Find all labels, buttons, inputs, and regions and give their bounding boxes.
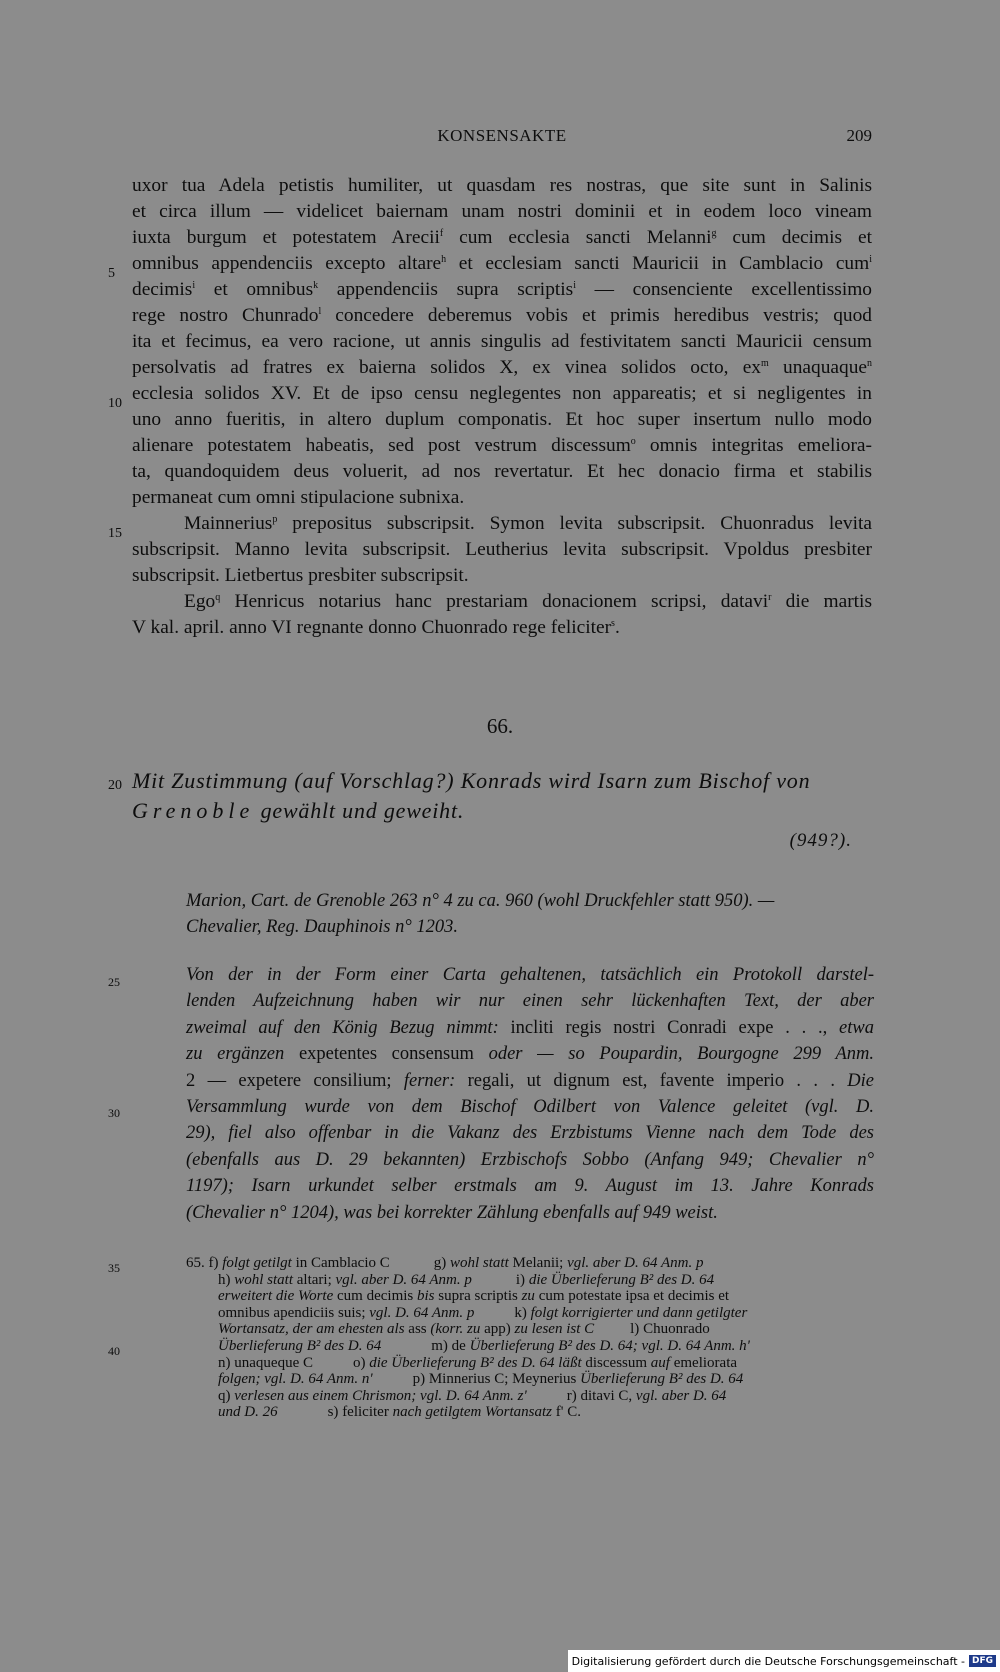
text-line: rege nostro Chunrado$^l$ concedere deberemus vobis et primis heredibus vestris; quod — [132, 305, 872, 326]
comment-line: 29), fiel also offenbar in die Vakanz des Erzbistums Vienne nach dem Tode des — [186, 1123, 874, 1144]
running-title: KONSENSAKTE — [437, 126, 567, 145]
text-line: ecclesia solidos XV. Et de ipso censu neglegentes non appareatis; et si negligentes in — [132, 383, 872, 404]
comment-line: (Chevalier n° 1204), was bei korrekter Zählung ebenfalls auf 949 weist. — [186, 1202, 718, 1223]
document-number: 66. — [486, 714, 514, 738]
text-line: uxor tua Adela petistis humiliter, ut quasdam res nostras, que site sunt in Salinis — [132, 175, 872, 196]
footnote-line: folgen; vgl. D. 64 Anm. n' p) Minnerius C; Meynerius Überlieferung B² des D. 64 — [218, 1371, 744, 1388]
dfg-logo: DFG — [969, 1655, 996, 1667]
text-line: permaneat cum omni stipulacione subnixa. — [132, 487, 465, 508]
line-number: 40 — [108, 1344, 120, 1358]
footnote-line: n) unaqueque C o) die Überlieferung B² des D. 64 läßt discessum auf emeliorata — [218, 1354, 738, 1371]
regest-line: Mit Zustimmung (auf Vorschlag?) Konrads wird Isarn zum Bischof von — [132, 768, 811, 793]
line-number: 20 — [108, 778, 122, 793]
line-number: 10 — [108, 396, 122, 411]
comment-line: zu ergänzen expetentes consensum oder — so Poupardin, Bourgogne 299 Anm. — [186, 1044, 874, 1065]
source-line: Chevalier, Reg. Dauphinois n° 1203. — [186, 917, 459, 937]
text-line: decimis$^i$ et omnibus$^k$ appendenciis supra scriptis$^i$ — consenciente excellentissimo — [132, 279, 872, 300]
text-line: persolvatis ad fratres ex baierna solidos X, ex vinea solidos octo, $ex^m$ unaquaque$^n$ — [132, 357, 872, 378]
line-number: 35 — [108, 1261, 120, 1275]
comment-line: lenden Aufzeichnung haben wir nur einen sehr lückenhaften Text, der aber — [186, 991, 874, 1012]
comment-line: Versammlung wurde von dem Bischof Odilbert von Valence geleitet (vgl. D. — [186, 1096, 874, 1117]
regest — [132, 766, 872, 826]
sources — [186, 888, 874, 940]
digitization-footer — [568, 1650, 1000, 1672]
eschatocol-line: V kal. april. anno VI regnante donno Chuonrado rege feliciter$^s$. — [132, 617, 620, 638]
date-label: (949?). — [789, 830, 852, 851]
text-line: uno anno fueritis, in altero duplum componatis. Et hoc super insertum nullo modo — [132, 409, 872, 430]
subscription-line: subscripsit. Lietbertus presbiter subscripsit. — [132, 565, 469, 586]
footnote-line: Wortansatz, der am ehesten als ass (korr. zu app) zu lesen ist C l) Chuonrado — [218, 1321, 710, 1338]
subscription-line: Mainnerius$^p$ prepositus subscripsit. Symon levita subscripsit. Chuonradus levita — [184, 513, 872, 534]
comment-line: 2 — expetere consilium; ferner: regali, ut dignum est, favente imperio . . . Die — [186, 1070, 875, 1091]
footnote-line: und D. 26 s) feliciter nach getilgtem Wortansatz f' C. — [218, 1404, 581, 1421]
footnote-line: h) wohl statt altari; vgl. aber D. 64 Anm. p i) die Überlieferung B² des D. 64 — [218, 1271, 715, 1288]
text-line: et circa illum — videlicet baiernam unam nostri dominii et in eodem loco vineam — [132, 201, 872, 222]
footnote-line: Überlieferung B² des D. 64 m) de Überlieferung B² des D. 64; vgl. D. 64 Anm. h' — [218, 1337, 750, 1354]
regest-line: Grenoble gewählt und geweiht. — [132, 798, 465, 823]
charter-text — [132, 173, 872, 641]
footnote-line: 65. f) folgt getilgt in Camblacio C g) wohl statt Melanii; vgl. aber D. 64 Anm. p — [186, 1255, 704, 1271]
text-line: omnibus appendenciis excepto altare$^h$ et ecclesiam sancti Mauricii in Camblacio cum$^i$ — [132, 253, 872, 274]
comment-line: Von der in der Form einer Carta gehaltenen, tatsächlich ein Protokoll darstel- — [186, 965, 874, 985]
text-line: alienare potestatem habeatis, sed post vestrum discessum$^o$ omnis integritas emeliora- — [132, 435, 872, 456]
running-header — [132, 126, 872, 150]
comment-line: zweimal auf den König Bezug nimmt: incliti regis nostri Conradi expe . . ., etwa — [186, 1017, 875, 1038]
line-number: 15 — [108, 526, 122, 541]
footnote-line: omnibus apendiciis suis; vgl. D. 64 Anm. p k) folgt korrigierter und dann getilgter — [218, 1304, 748, 1321]
text-line: ita et fecimus, ea vero racione, ut annis singulis ad festivitatem sancti Mauricii censum — [132, 331, 872, 352]
page-number: 209 — [846, 126, 872, 145]
text-line: iuxta burgum et potestatem Arecii$^f$ cum ecclesia sancti Melanni$^g$ cum decimis et — [132, 227, 872, 248]
footer-credit: Digitalisierung gefördert durch die Deutsche Forschungsgemeinschaft - — [571, 1654, 965, 1668]
comment-line: (ebenfalls aus D. 29 bekannten) Erzbischofs Sobbo (Anfang 949; Chevalier n° — [186, 1149, 874, 1170]
footnote-line: erweitert die Worte cum decimis bis supra scriptis zu cum potestate ipsa et decimis et — [218, 1288, 730, 1305]
text-line: ta, quandoquidem deus voluerit, ad nos revertatur. Et hec donacio firma et stabilis — [132, 461, 872, 482]
eschatocol-line: Ego$^q$ Henricus notarius hanc prestariam donacionem scripsi, datavi$^r$ die martis — [184, 591, 872, 612]
line-number: 5 — [108, 266, 115, 281]
line-number: 25 — [108, 975, 120, 989]
commentary — [186, 962, 874, 1226]
subscription-line: subscripsit. Manno levita subscripsit. Leutherius levita subscripsit. Vpoldus presbiter — [132, 539, 872, 560]
line-number: 30 — [108, 1106, 120, 1120]
footnotes — [186, 1255, 874, 1421]
footnote-line: q) verlesen aus einem Chrismon; vgl. D. 64 Anm. z' r) ditavi C, vgl. aber D. 64 — [218, 1387, 727, 1404]
comment-line: 1197); Isarn urkundet selber erstmals am 9. August im 13. Jahre Konrads — [186, 1176, 874, 1197]
source-line: Marion, Cart. de Grenoble 263 n° 4 zu ca. 960 (wohl Druckfehler statt 950). — — [186, 891, 775, 911]
